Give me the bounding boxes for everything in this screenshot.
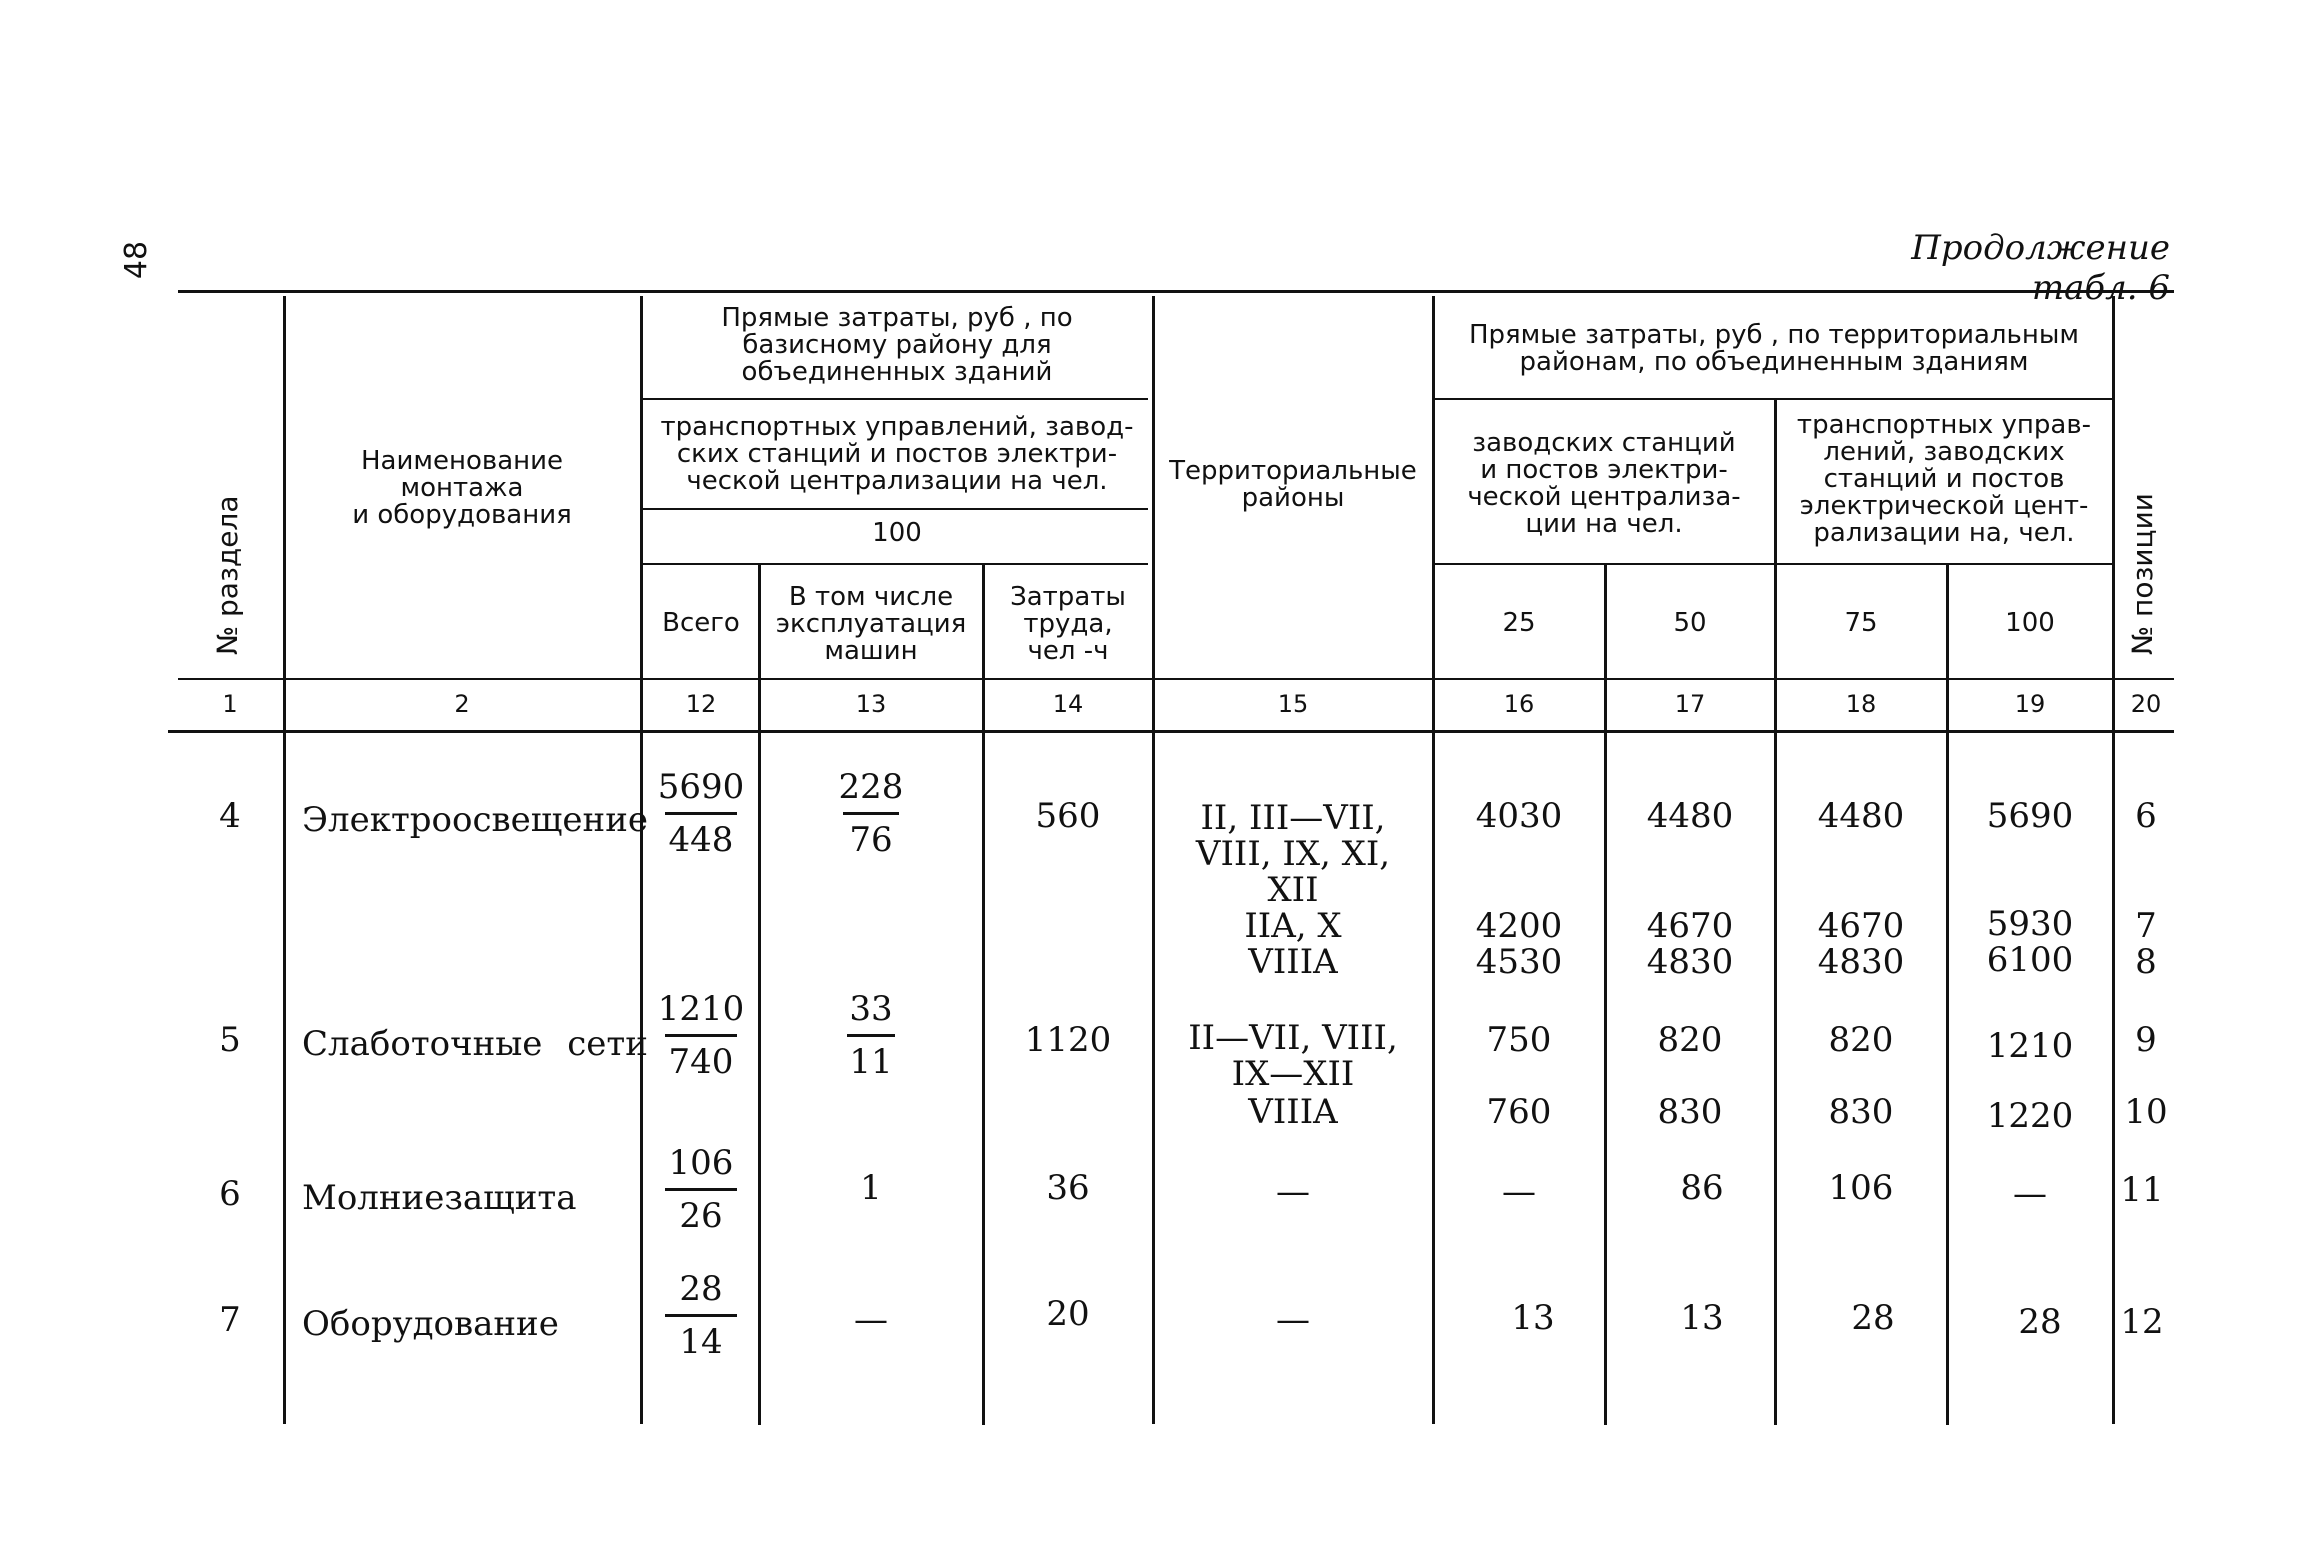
header-position-no: № позиции [2126,493,2159,655]
value-75: 820 [1828,1020,1894,1060]
col-number: 15 [1277,690,1309,718]
denominator: 740 [668,1042,734,1082]
labor-value: 1120 [1024,1020,1112,1060]
machines-value: — [854,1300,888,1340]
item-name: Электроосвещение [302,800,648,840]
total-fraction [646,990,756,1081]
header-line: электрической цент- [1799,491,2089,521]
position-number: 12 [2120,1302,2164,1342]
header-75: 75 [1844,608,1878,638]
value-100: — [2013,1174,2047,1214]
item-name: Слаботочные сети [302,1024,648,1064]
section-number: 6 [219,1174,241,1214]
header-territorial [1156,458,1430,512]
col-divider [1946,565,1949,1425]
position-number: 9 [2135,1020,2157,1060]
value-25: 750 [1486,1020,1552,1060]
col-number: 17 [1674,690,1706,718]
header-line: чел -ч [1027,636,1109,666]
numerator: 106 [668,1143,734,1183]
header-line: Затраты [1010,582,1126,612]
section-number: 4 [219,796,241,836]
denominator: 26 [679,1196,723,1236]
value-25: 13 [1511,1298,1555,1338]
fraction-bar [843,812,899,815]
value-100: 5930 [1986,904,2074,944]
fraction-bar [847,1034,895,1037]
table-continuation-caption: Продолжение табл. 6 [1911,228,2170,308]
value-25: 760 [1486,1092,1552,1132]
rule [640,398,1148,400]
col-number: 12 [685,690,717,718]
header-100: 100 [2005,608,2055,638]
header-line: ческой централизации на чел. [686,466,1108,496]
header-labor [986,584,1150,665]
col-divider [640,296,643,1424]
region-line: IX—XII [1231,1054,1355,1094]
header-line: заводских станций [1472,428,1736,458]
position-number: 10 [2124,1092,2168,1132]
denominator: 76 [849,820,893,860]
value-50: 86 [1680,1168,1724,1208]
header-line: транспортных управлений, завод- [660,412,1134,442]
value-75: 106 [1828,1168,1894,1208]
value-75: 830 [1828,1092,1894,1132]
value-50: 4670 [1646,906,1734,946]
table-header-bottom-rule [168,730,2174,733]
value-100: 5690 [1986,796,2074,836]
col-number: 13 [855,690,887,718]
value-25: 4530 [1475,942,1563,982]
column-number-top-rule [178,678,2174,680]
col-divider [283,296,286,1424]
col-number: 18 [1845,690,1877,718]
item-name: Молниезащита [302,1178,577,1218]
header-name-line: и оборудования [352,500,572,530]
col-divider [1774,400,1777,1425]
rule [1432,563,2112,565]
labor-value: 560 [1035,796,1101,836]
header-line: ческой централиза- [1467,482,1741,512]
numerator: 5690 [657,767,745,807]
header-line: станций и постов [1823,464,2065,494]
table-top-rule [178,290,2174,293]
header-50: 50 [1673,608,1707,638]
header-line: Территориальные [1169,456,1417,486]
numerator: 228 [838,767,904,807]
value-50: 13 [1680,1298,1724,1338]
numerator: 1210 [657,989,745,1029]
header-line: ции на чел. [1525,509,1683,539]
value-50: 820 [1657,1020,1723,1060]
rule [640,508,1148,510]
fraction-bar [665,1188,737,1191]
rule [640,563,1148,565]
region-line: II—VII, VIII, [1188,1018,1398,1058]
header-direct-costs-terr [1436,322,2112,376]
value-25: 4200 [1475,906,1563,946]
header-base-100: 100 [872,518,922,548]
denominator: 448 [668,820,734,860]
header-line: транспортных управ- [1796,410,2092,440]
value-100: 1220 [1986,1096,2074,1136]
value-75: 4670 [1817,906,1905,946]
region: — [1276,1300,1310,1340]
region-line: II, III—VII, [1200,798,1386,838]
header-line: машин [824,636,918,666]
position-number: 8 [2135,942,2157,982]
fraction-bar [665,1034,737,1037]
header-direct-costs-base [646,305,1148,386]
region: — [1276,1172,1310,1212]
col-number: 19 [2014,690,2046,718]
region: VIIIA [1248,942,1338,982]
value-50: 4830 [1646,942,1734,982]
labor-value: 20 [1046,1294,1090,1334]
col-divider [982,565,985,1425]
region: IIA, X [1244,906,1342,946]
col-divider [1604,565,1607,1425]
total-fraction [646,1270,756,1361]
col-divider [758,565,761,1425]
col-number: 1 [222,690,238,718]
header-line: Прямые затраты, руб , по территориальным [1468,320,2080,350]
value-75: 4480 [1817,796,1905,836]
header-name [290,448,634,529]
value-100: 1210 [1986,1026,2074,1066]
region: VIIIA [1248,1092,1338,1132]
denominator: 14 [679,1322,723,1362]
col-divider [1432,296,1435,1424]
fraction-bar [665,1314,737,1317]
header-section-no: № раздела [211,495,244,655]
numerator: 28 [679,1269,723,1309]
col-number: 16 [1503,690,1535,718]
position-number: 11 [2120,1170,2164,1210]
labor-value: 36 [1046,1168,1090,1208]
header-line: районы [1241,483,1345,513]
header-line: рализации на, чел. [1813,518,2075,548]
col-number: 14 [1052,690,1084,718]
total-fraction [646,1144,756,1235]
section-number: 5 [219,1020,241,1060]
header-transport-mgmt [646,414,1148,495]
header-line: эксплуатация [775,609,967,639]
value-100: 6100 [1986,940,2074,980]
header-factory-stations [1436,430,1772,538]
rule [1432,398,2112,400]
col-number: 2 [454,690,470,718]
header-line: лений, заводских [1823,437,2065,467]
position-number: 7 [2135,906,2157,946]
value-75: 4830 [1817,942,1905,982]
numerator: 33 [849,989,893,1029]
machines-value: 1 [860,1168,882,1208]
col-number: 20 [2130,690,2162,718]
header-line: В том числе [788,582,954,612]
header-name-line: монтажа [400,473,524,503]
position-number: 6 [2135,796,2157,836]
region-line: XII [1267,870,1319,910]
region [1156,1020,1430,1092]
header-transport-stations [1778,412,2110,547]
machines-fraction [762,768,980,859]
total-fraction [646,768,756,859]
header-line: и постов электри- [1480,455,1728,485]
value-100: 28 [2018,1302,2062,1342]
page-number: 48 [119,240,154,280]
header-line: Прямые затраты, руб , по [721,303,1073,333]
header-incl-machines [762,584,980,665]
machines-fraction [762,990,980,1081]
col-divider [1152,296,1155,1424]
value-75: 28 [1851,1298,1895,1338]
value-50: 830 [1657,1092,1723,1132]
fraction-bar [665,812,737,815]
value-25: 4030 [1475,796,1563,836]
header-line: объединенных зданий [741,357,1053,387]
header-total: Всего [662,608,740,638]
header-line: труда, [1023,609,1113,639]
col-divider [2112,296,2115,1424]
section-number: 7 [219,1300,241,1340]
header-name-line: Наименование [360,446,564,476]
value-50: 4480 [1646,796,1734,836]
region-line: VIII, IX, XI, [1195,834,1391,874]
item-name: Оборудование [302,1304,559,1344]
region [1156,800,1430,908]
header-line: районам, по объединенным зданиям [1519,347,2029,377]
denominator: 11 [849,1042,893,1082]
value-25: — [1502,1172,1536,1212]
header-25: 25 [1502,608,1536,638]
header-line: ских станций и постов электри- [676,439,1118,469]
header-line: базисному району для [742,330,1052,360]
